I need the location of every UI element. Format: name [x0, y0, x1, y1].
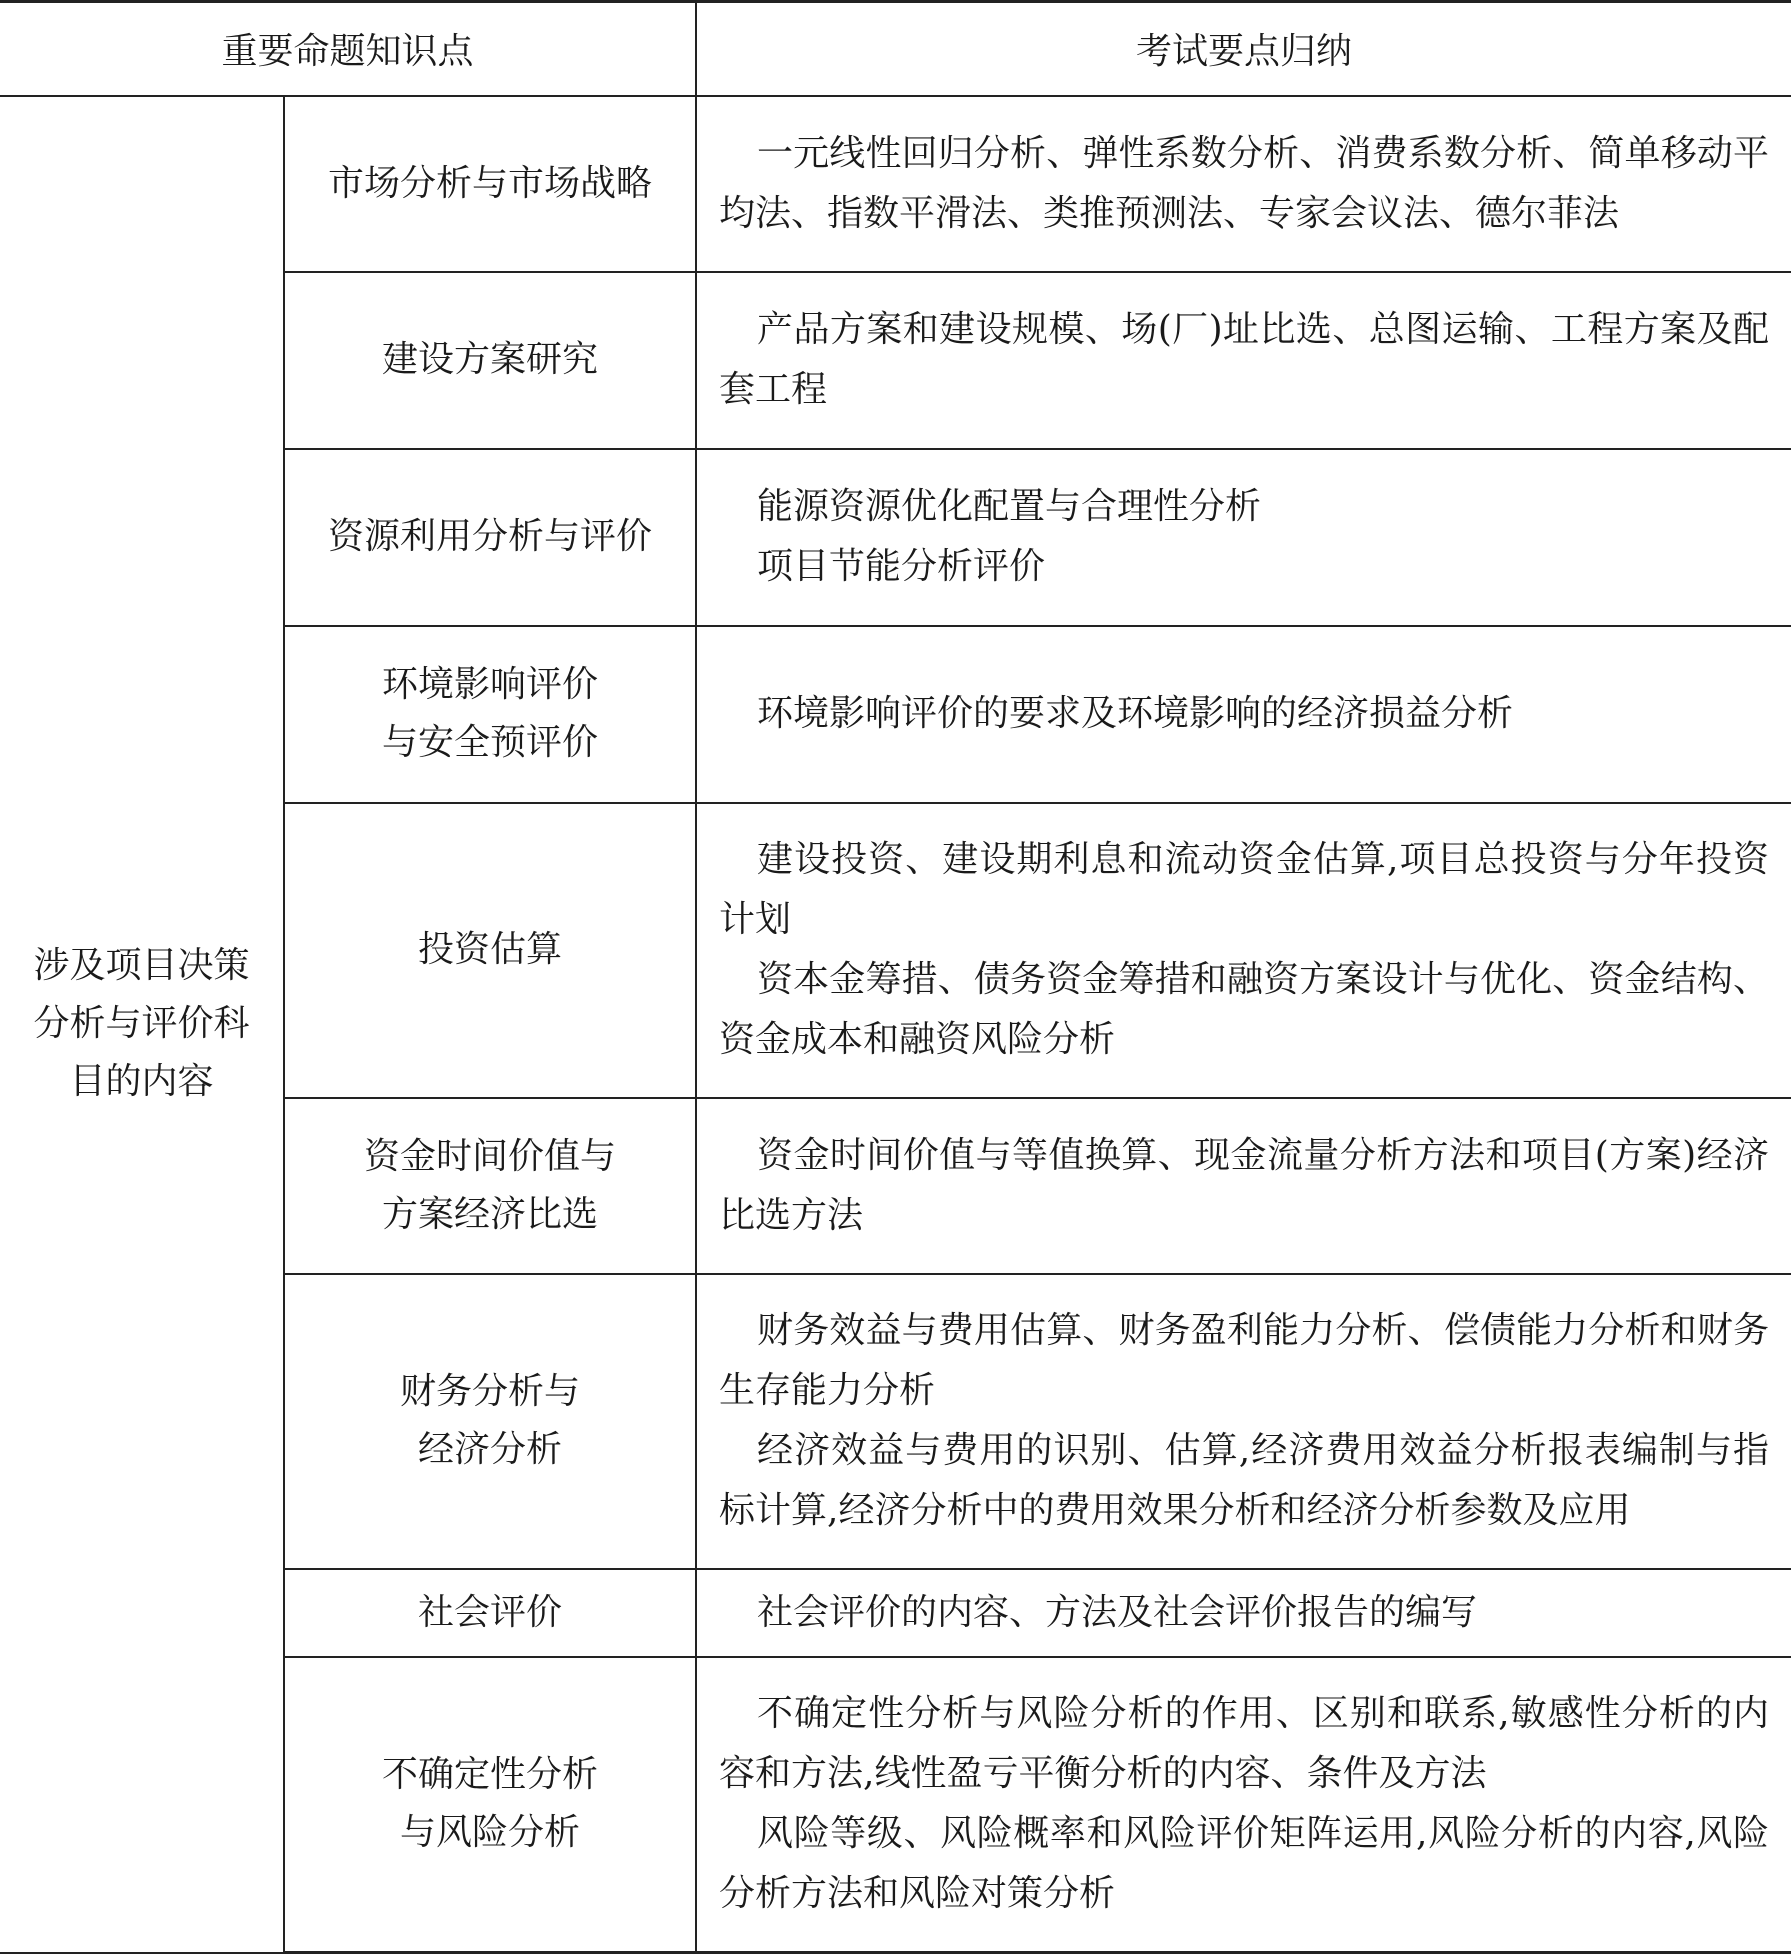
category-line: 目的内容	[69, 1061, 214, 1102]
header-row	[0, 2, 1791, 96]
points-cell	[696, 1274, 1791, 1569]
topic-line: 环境影响评价	[382, 664, 599, 705]
points-cell	[696, 1569, 1791, 1657]
topic-cell	[284, 96, 696, 272]
point-text: 产品方案和建设规模、场(厂)址比选、总图运输、工程方案及配套工程	[719, 309, 1770, 410]
topic-line: 投资估算	[418, 929, 563, 970]
topic-cell	[284, 1274, 696, 1569]
topic-cell	[284, 1569, 696, 1657]
table-row	[0, 96, 1791, 272]
topic-line: 资金时间价值与	[364, 1135, 617, 1177]
point-text: 财务效益与费用估算、财务盈利能力分析、偿债能力分析和财务生存能力分析	[719, 1310, 1770, 1411]
topic-line: 市场分析与市场战略	[328, 162, 653, 204]
category-line: 分析与评价科	[33, 1003, 250, 1044]
topic-line: 与安全预评价	[382, 722, 599, 763]
point-text: 社会评价的内容、方法及社会评价报告的编写	[757, 1591, 1478, 1633]
topic-line: 财务分析与	[400, 1371, 581, 1412]
topic-line: 资源利用分析与评价	[328, 516, 653, 557]
points-cell	[696, 96, 1791, 272]
category-cell	[0, 96, 284, 1953]
points-cell	[696, 272, 1791, 449]
topic-line: 经济分析	[418, 1429, 563, 1470]
topic-cell	[284, 1098, 696, 1274]
points-cell	[696, 626, 1791, 803]
points-cell	[696, 449, 1791, 626]
point-text: 资金时间价值与等值换算、现金流量分析方法和项目(方案)经济比选方法	[719, 1134, 1770, 1236]
point-text: 经济效益与费用的识别、估算,经济费用效益分析报表编制与指标计算,经济分析中的费用效果分析和经济分析参数及应用	[719, 1430, 1770, 1531]
point-text: 能源资源优化配置与合理性分析	[757, 486, 1262, 527]
topic-cell	[284, 272, 696, 449]
point-text: 资本金筹措、债务资金筹措和融资方案设计与优化、资金结构、资金成本和融资风险分析	[719, 959, 1770, 1060]
category-line: 涉及项目决策	[33, 945, 250, 986]
topic-line: 不确定性分析	[382, 1754, 599, 1796]
topic-cell	[284, 803, 696, 1098]
point-text: 项目节能分析评价	[757, 546, 1046, 587]
point-text: 风险等级、风险概率和风险评价矩阵运用,风险分析的内容,风险分析方法和风险对策分析	[719, 1813, 1770, 1915]
header-exam-summary: 考试要点归纳	[696, 2, 1791, 96]
topic-cell	[284, 626, 696, 803]
header-knowledge-points: 重要命题知识点	[0, 2, 696, 96]
topic-cell	[284, 1657, 696, 1953]
topic-cell	[284, 449, 696, 626]
point-text: 建设投资、建设期利息和流动资金估算,项目总投资与分年投资计划	[719, 839, 1770, 940]
topic-line: 建设方案研究	[382, 339, 599, 380]
points-cell	[696, 803, 1791, 1098]
topic-line: 与风险分析	[400, 1812, 581, 1854]
points-cell	[696, 1657, 1791, 1953]
topic-line: 社会评价	[418, 1591, 563, 1633]
point-text: 不确定性分析与风险分析的作用、区别和联系,敏感性分析的内容和方法,线性盈亏平衡分析的内容、条件及方法	[719, 1693, 1770, 1795]
topic-line: 方案经济比选	[382, 1193, 599, 1235]
point-text: 环境影响评价的要求及环境影响的经济损益分析	[757, 693, 1514, 734]
points-cell	[696, 1098, 1791, 1274]
point-text: 一元线性回归分析、弹性系数分析、消费系数分析、简单移动平均法、指数平滑法、类推预测法、专家会议法、德尔菲法	[719, 132, 1770, 234]
